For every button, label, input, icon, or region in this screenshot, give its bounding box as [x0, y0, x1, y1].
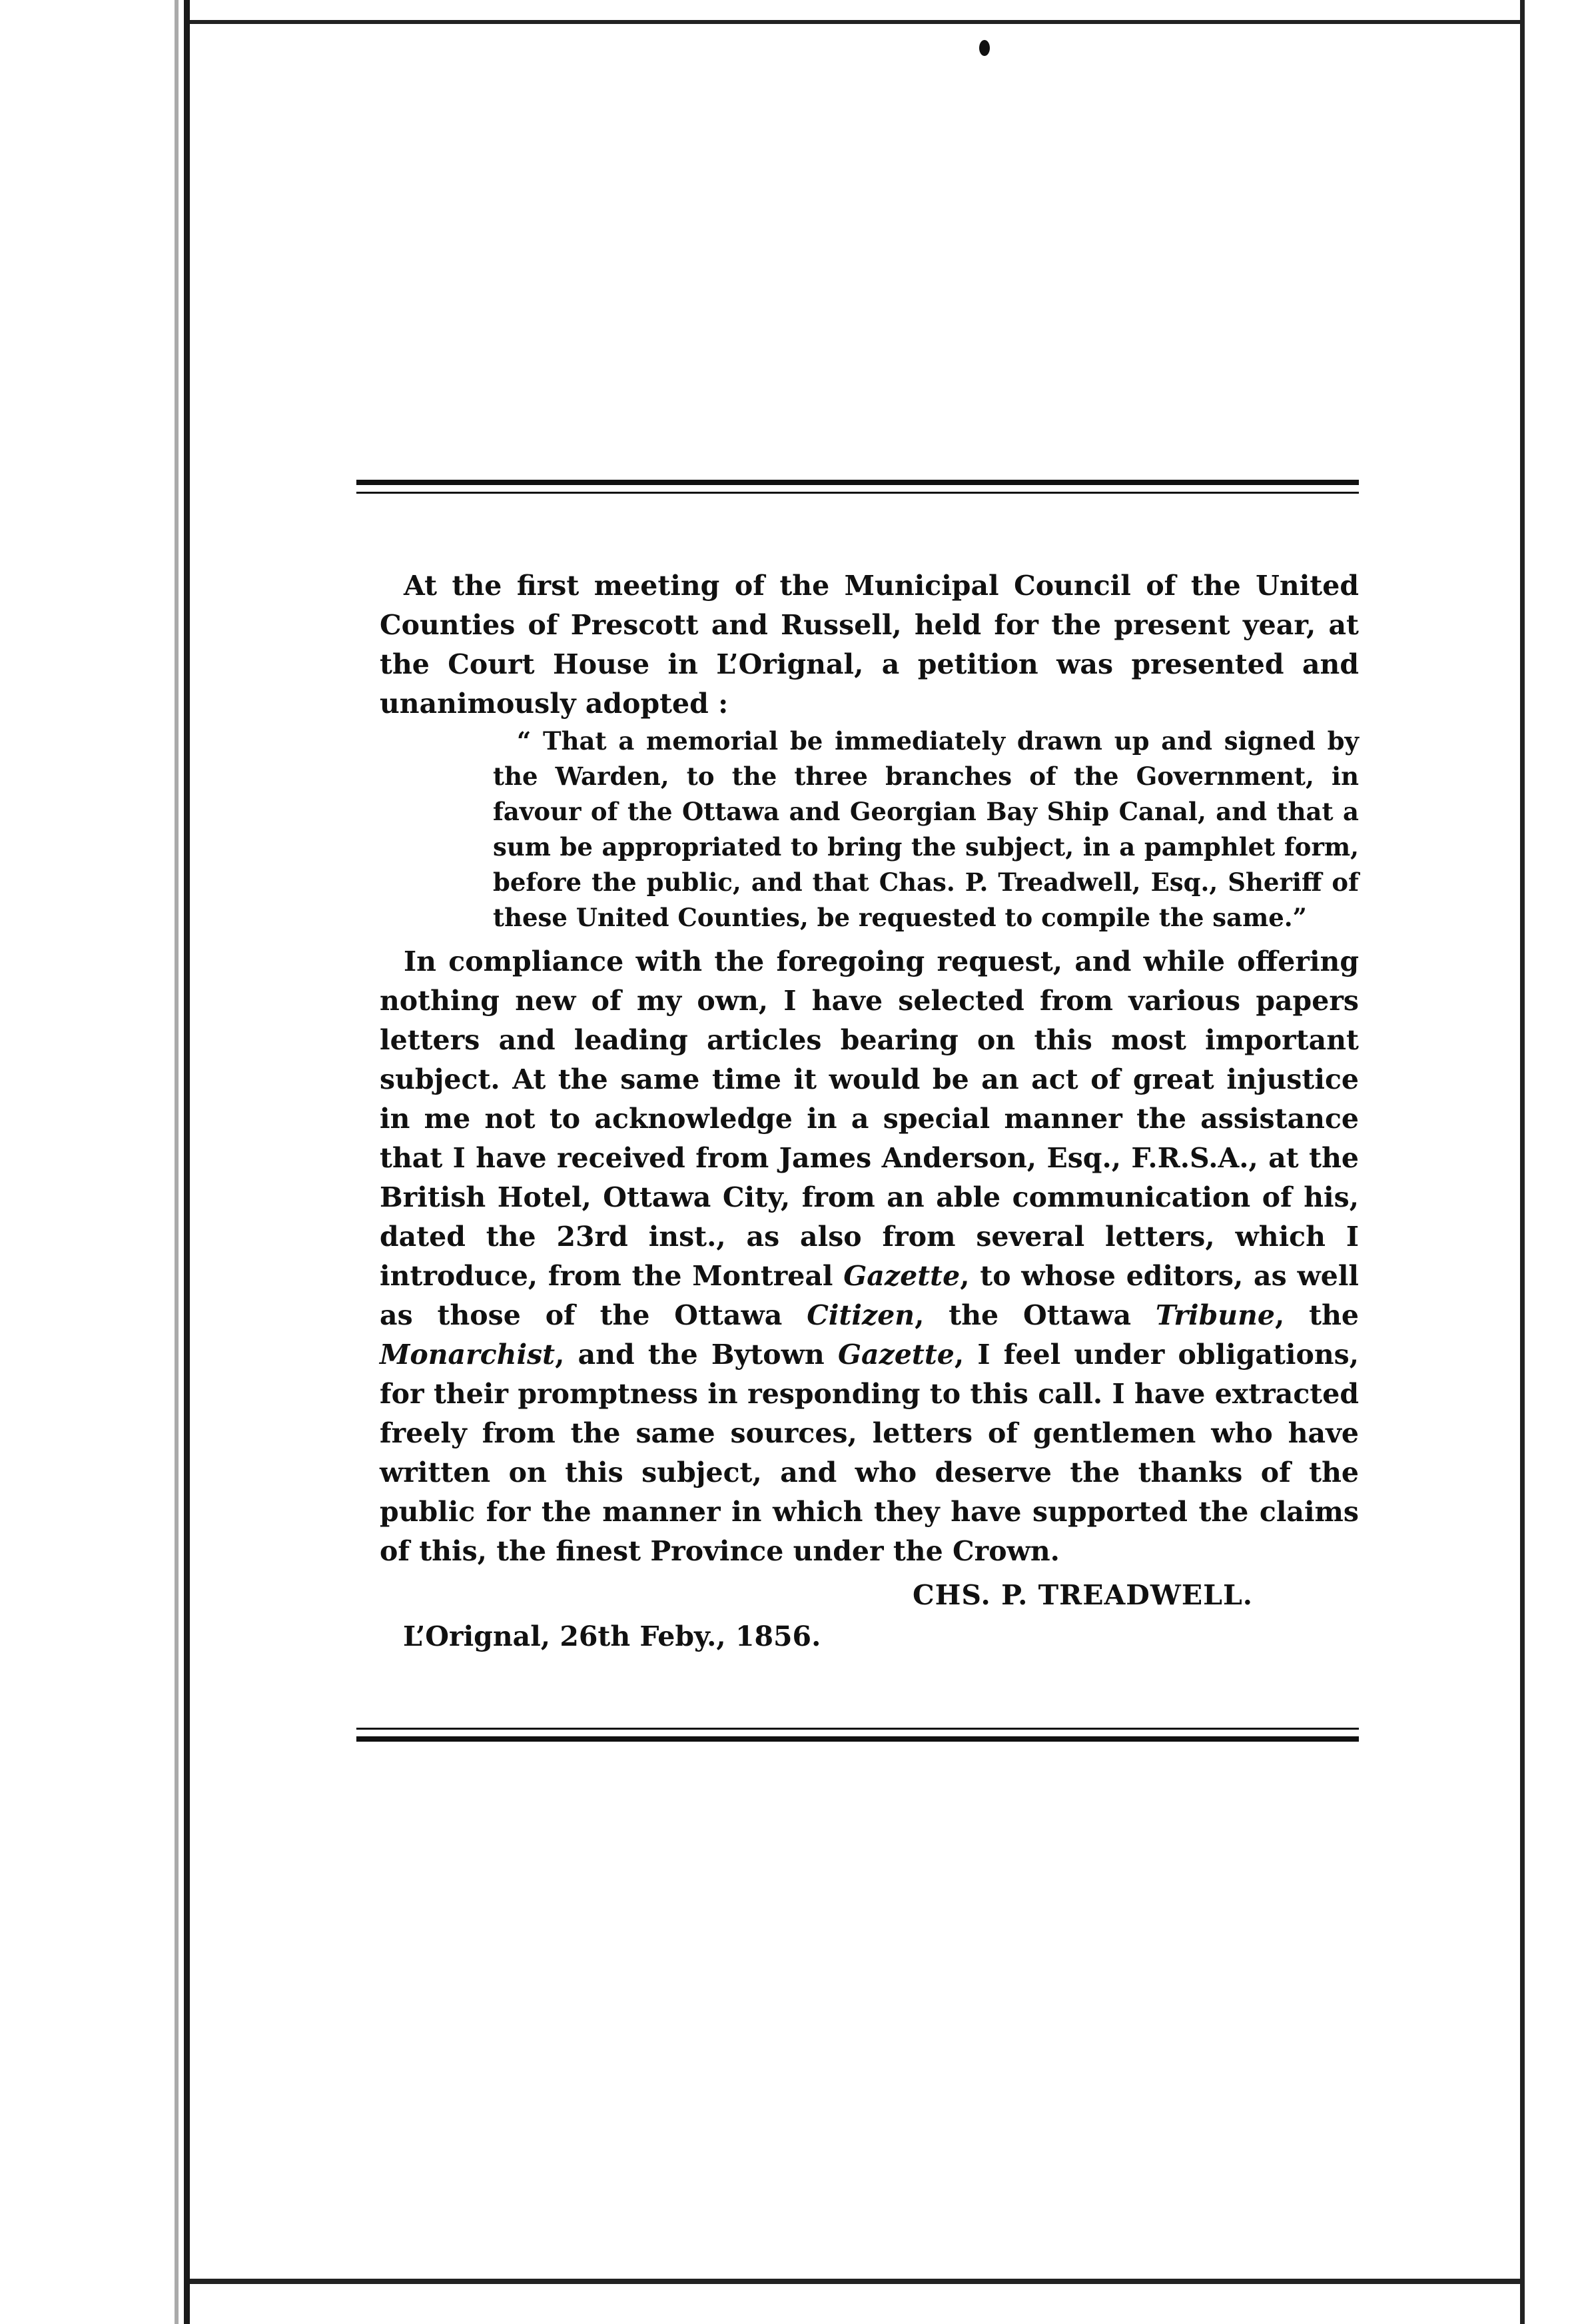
- newspaper-title-tribune: Tribune: [1155, 1299, 1275, 1331]
- top-double-rule: [356, 480, 1359, 494]
- para-2-text-d: , the: [1274, 1299, 1359, 1331]
- para-2-text-f: , I feel under obligations, for their promptness in responding to this call. I have extracted freely from the same sources, letters of gentlemen who have written on this subject, and who deserve the thanks of the public for the manner in which they have supported the claims of this, the finest Province under the Crown.: [380, 1339, 1359, 1567]
- dateline: L’Orignal, 26th Feby., 1856.: [403, 1620, 821, 1652]
- newspaper-title-montreal-gazette: Gazette: [843, 1260, 961, 1292]
- newspaper-title-monarchist: Monarchist: [380, 1339, 556, 1371]
- rule-thick-line: [356, 1736, 1359, 1742]
- para-2-text-e: , and the Bytown: [555, 1339, 838, 1371]
- signature: CHS. P. TREADWELL.: [913, 1579, 1254, 1611]
- page-bottom-edge: [190, 2279, 1522, 2284]
- bottom-double-rule: [356, 1728, 1359, 1742]
- para-2-text-a: In compliance with the foregoing request, and while offering nothing new of my own, I have selected from various papers letters and leading articles bearing on this most important subject. At the same time it would be an act of great injustice in me not to acknowledge in a special manner the assistance that I have received from James Anderson, Esq., F.R.S.A., at the British Hotel, Ottawa City, from an able communication of his, dated the 23rd inst., as also from several letters, which I introduce, from the Montreal: [380, 945, 1359, 1292]
- opening-paragraph: At the first meeting of the Municipal Council of the United Counties of Prescott and Russell, held for the present year, at the Court House in L’Orignal, a petition was presented and unanimously adopted :: [380, 570, 1359, 720]
- compliance-paragraph: [380, 942, 1359, 1571]
- para-2-text-c: , the Ottawa: [915, 1299, 1156, 1331]
- rule-thin-line: [356, 492, 1359, 494]
- petition-quote: “ That a memorial be immediately drawn up and signed by the Warden, to the three branches of the Government, in favour of the Ottawa and Georgian Bay Ship Canal, and that a sum be appropriated to bring the subject, in a pamphlet form, before the public, and that Chas. P. Treadwell, Esq., Sheriff of these United Counties, be requested to compile the same.”: [493, 726, 1359, 932]
- binding-mark: [979, 40, 990, 56]
- rule-thin-line: [356, 1728, 1359, 1730]
- rule-thick-line: [356, 480, 1359, 485]
- preface-text: [380, 566, 1359, 1571]
- left-page-edge: [0, 0, 190, 2324]
- para-2-text-b: , to whose editors, as well as those of the Ottawa: [380, 1260, 1359, 1331]
- newspaper-title-citizen: Citizen: [807, 1299, 915, 1331]
- right-page-edge: [1520, 0, 1572, 2324]
- newspaper-title-bytown-gazette: Gazette: [837, 1339, 955, 1371]
- page-top-edge: [190, 20, 1522, 24]
